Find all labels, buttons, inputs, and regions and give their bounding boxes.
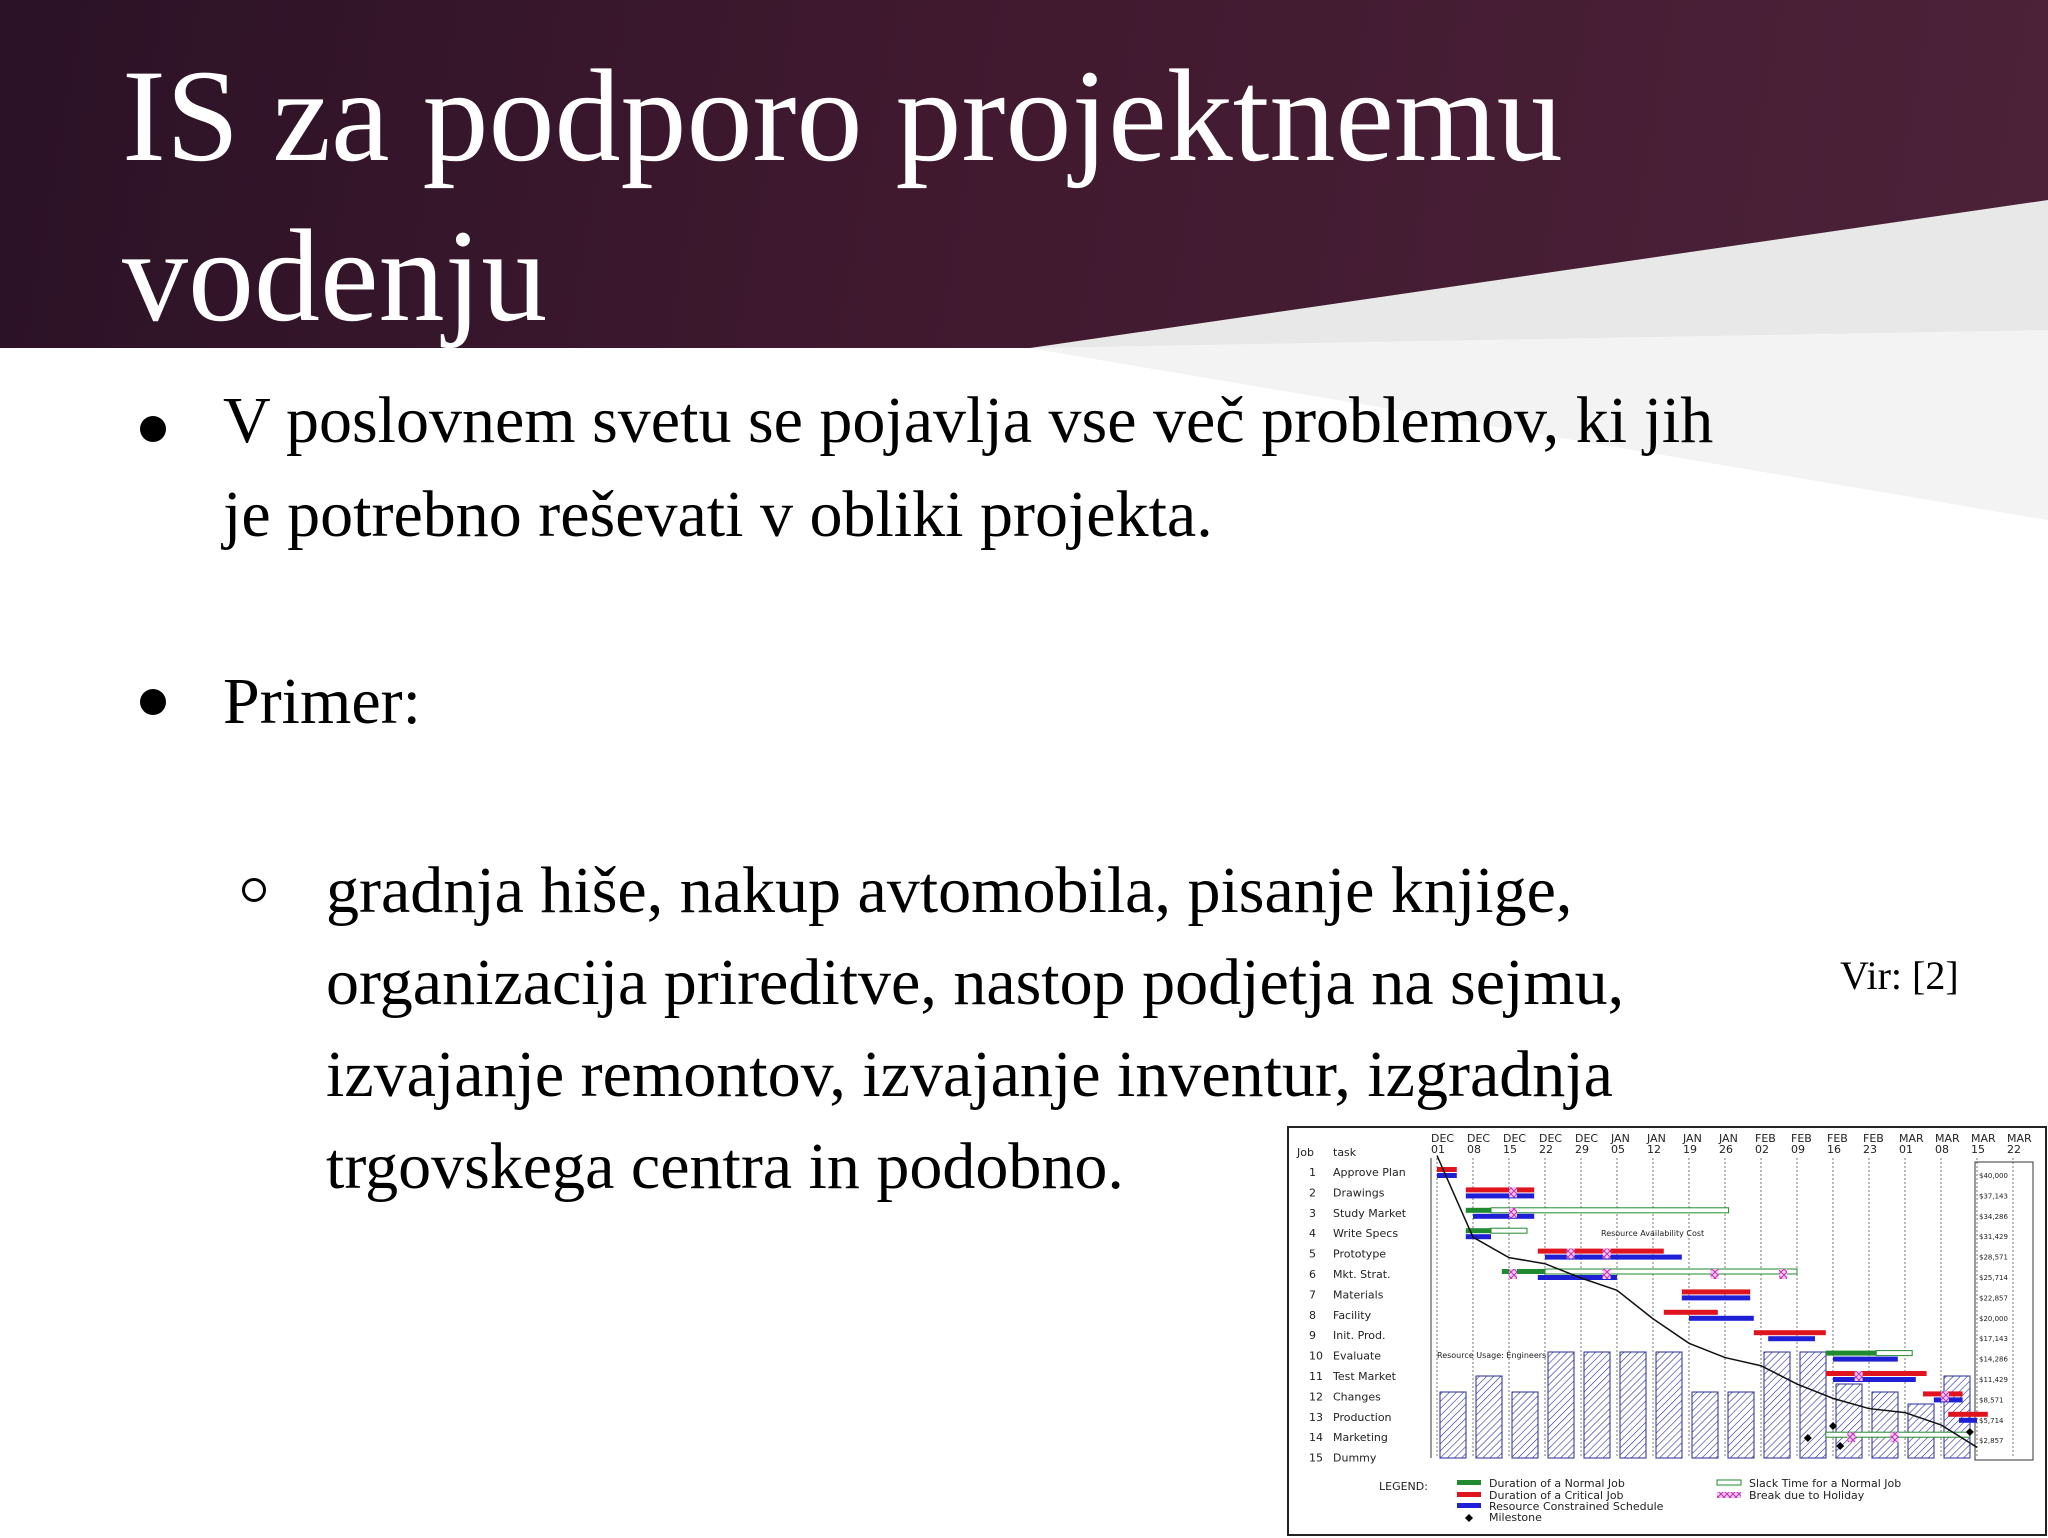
gantt-job-number: 9 xyxy=(1309,1329,1316,1343)
gantt-date-month: JAN xyxy=(1683,1132,1702,1145)
gantt-holiday-marker xyxy=(1891,1432,1899,1442)
gantt-usage-bar xyxy=(1620,1352,1646,1458)
gantt-task-name: Marketing xyxy=(1333,1431,1388,1445)
gantt-date-month: MAR xyxy=(1971,1132,1996,1145)
bullet-1-line-2: je potrebno reševati v obliki projekta. xyxy=(223,478,1213,551)
gantt-date-day: 01 xyxy=(1431,1143,1445,1156)
gantt-normal-bar xyxy=(1826,1351,1876,1356)
gantt-holiday-marker xyxy=(1509,1187,1517,1197)
source-citation: Vir: [2] xyxy=(1840,953,1959,998)
gantt-col-task: task xyxy=(1333,1146,1357,1159)
gantt-cost: $40,000 xyxy=(1979,1172,2008,1180)
gantt-legend-label: Duration of a Critical Job xyxy=(1489,1489,1624,1502)
gantt-holiday-marker xyxy=(1855,1371,1863,1381)
slide-title-line-2: vodenju xyxy=(122,202,548,349)
gantt-job-number: 5 xyxy=(1309,1247,1316,1261)
gantt-holiday-marker xyxy=(1941,1391,1949,1401)
gantt-date-month: DEC xyxy=(1539,1132,1563,1145)
gantt-date-day: 26 xyxy=(1719,1143,1733,1156)
gantt-usage-bar xyxy=(1908,1404,1934,1458)
gantt-date-month: FEB xyxy=(1755,1132,1776,1145)
gantt-usage-bar xyxy=(1728,1392,1754,1458)
gantt-usage-bar xyxy=(1872,1392,1898,1458)
gantt-legend-label: Milestone xyxy=(1489,1511,1542,1524)
gantt-date-day: 01 xyxy=(1899,1143,1913,1156)
gantt-task-name: Facility xyxy=(1333,1308,1372,1322)
gantt-normal-bar xyxy=(1466,1208,1491,1213)
gantt-date-day: 05 xyxy=(1611,1143,1625,1156)
gantt-date-day: 12 xyxy=(1647,1143,1661,1156)
gantt-cost: $34,286 xyxy=(1979,1212,2008,1221)
gantt-usage-bar xyxy=(1800,1352,1826,1458)
gantt-job-number: 1 xyxy=(1309,1166,1316,1179)
gantt-date-month: MAR xyxy=(1899,1132,1924,1145)
gantt-slack-bar xyxy=(1491,1228,1527,1233)
gantt-critical-bar xyxy=(1826,1371,1927,1376)
gantt-usage-bar xyxy=(1692,1392,1718,1458)
gantt-cost: $25,714 xyxy=(1979,1274,2008,1282)
gantt-task-name: Production xyxy=(1333,1410,1392,1424)
gantt-resource-usage-label: Resource Usage: Engineers xyxy=(1437,1351,1547,1360)
gantt-holiday-marker xyxy=(1603,1249,1611,1259)
gantt-holiday-marker xyxy=(1509,1208,1517,1218)
gantt-usage-bar xyxy=(1944,1376,1970,1458)
gantt-date-month: FEB xyxy=(1863,1132,1884,1145)
gantt-slack-bar xyxy=(1545,1269,1797,1274)
gantt-job-number: 8 xyxy=(1309,1308,1316,1322)
gantt-legend-label: Resource Constrained Schedule xyxy=(1489,1500,1664,1513)
gantt-task-name: Mkt. Strat. xyxy=(1333,1268,1391,1281)
gantt-legend-swatch xyxy=(1457,1492,1481,1497)
gantt-task-name: Init. Prod. xyxy=(1333,1329,1386,1343)
gantt-job-number: 7 xyxy=(1309,1288,1316,1302)
gantt-resource-bar xyxy=(1768,1336,1815,1341)
gantt-resource-bar xyxy=(1959,1418,1977,1423)
gantt-task-name: Test Market xyxy=(1333,1370,1396,1383)
gantt-date-month: JAN xyxy=(1719,1132,1738,1145)
gantt-date-day: 19 xyxy=(1683,1143,1697,1156)
gantt-task-name: Prototype xyxy=(1333,1247,1387,1261)
gantt-cost: $14,286 xyxy=(1979,1355,2008,1364)
gantt-legend-swatch xyxy=(1457,1480,1481,1485)
gantt-legend-label: Break due to Holiday xyxy=(1749,1489,1865,1502)
gantt-date-day: 23 xyxy=(1863,1143,1877,1156)
gantt-cost: $31,429 xyxy=(1979,1233,2008,1242)
gantt-date-day: 15 xyxy=(1971,1143,1985,1156)
bullet-1-line-1: V poslovnem svetu se pojavlja vse več problemov, ki jih xyxy=(223,384,1714,457)
gantt-task-name: Materials xyxy=(1333,1288,1384,1302)
gantt-cost: $28,571 xyxy=(1979,1253,2008,1262)
gantt-holiday-marker xyxy=(1847,1432,1855,1442)
gantt-task-name: Write Specs xyxy=(1333,1227,1399,1241)
gantt-holiday-marker xyxy=(1603,1269,1611,1279)
gantt-job-number: 15 xyxy=(1309,1451,1323,1465)
sub-bullet-line-4: trgovskega centra in podobno. xyxy=(326,1130,1124,1203)
gantt-date-month: DEC xyxy=(1467,1132,1491,1145)
gantt-critical-bar xyxy=(1664,1310,1718,1315)
gantt-slack-bar xyxy=(1876,1351,1912,1356)
gantt-usage-bar xyxy=(1764,1352,1790,1458)
gantt-date-month: JAN xyxy=(1611,1132,1630,1145)
gantt-job-number: 11 xyxy=(1309,1370,1323,1383)
gantt-date-month: FEB xyxy=(1827,1132,1848,1145)
gantt-critical-bar xyxy=(1682,1289,1750,1294)
gantt-col-job: Job xyxy=(1297,1146,1314,1159)
gantt-holiday-marker xyxy=(1509,1269,1517,1279)
gantt-usage-bar xyxy=(1476,1376,1502,1458)
gantt-cost: $5,714 xyxy=(1979,1416,2004,1425)
gantt-task-name: Changes xyxy=(1333,1390,1381,1404)
gantt-resource-bar xyxy=(1689,1316,1754,1321)
gantt-legend-swatch xyxy=(1457,1503,1481,1508)
gantt-usage-bar xyxy=(1512,1392,1538,1458)
gantt-date-day: 16 xyxy=(1827,1143,1841,1156)
gantt-resource-bar xyxy=(1473,1214,1534,1219)
bullet-dot-2 xyxy=(140,689,166,715)
gantt-task-name: Dummy xyxy=(1333,1451,1377,1465)
gantt-holiday-marker xyxy=(1779,1269,1787,1279)
gantt-legend-milestone-icon xyxy=(1465,1514,1473,1522)
gantt-resource-bar xyxy=(1466,1193,1534,1198)
sub-bullet-circle xyxy=(242,878,266,902)
gantt-legend-label: Slack Time for a Normal Job xyxy=(1749,1477,1902,1490)
gantt-legend-label: Duration of a Normal Job xyxy=(1489,1477,1625,1490)
gantt-usage-bar xyxy=(1656,1352,1682,1458)
gantt-resource-bar xyxy=(1682,1295,1750,1300)
gantt-cost: $2,857 xyxy=(1979,1437,2004,1446)
gantt-critical-bar xyxy=(1466,1187,1534,1192)
gantt-cost: $8,571 xyxy=(1979,1396,2004,1405)
gantt-date-month: JAN xyxy=(1647,1132,1666,1145)
gantt-resource-bar xyxy=(1545,1255,1682,1260)
gantt-job-number: 12 xyxy=(1309,1390,1323,1404)
gantt-holiday-marker xyxy=(1567,1249,1575,1259)
gantt-job-number: 3 xyxy=(1309,1206,1316,1220)
gantt-cost: $17,143 xyxy=(1979,1335,2008,1344)
gantt-date-month: DEC xyxy=(1575,1132,1599,1145)
gantt-date-month: FEB xyxy=(1791,1132,1812,1145)
gantt-critical-bar xyxy=(1538,1249,1664,1254)
gantt-slack-bar xyxy=(1491,1208,1729,1213)
gantt-date-day: 15 xyxy=(1503,1143,1517,1156)
gantt-critical-bar xyxy=(1754,1330,1826,1335)
gantt-critical-bar xyxy=(1437,1167,1457,1172)
gantt-resource-bar xyxy=(1833,1377,1916,1382)
gantt-date-month: MAR xyxy=(1935,1132,1960,1145)
gantt-date-month: DEC xyxy=(1503,1132,1527,1145)
gantt-resource-bar xyxy=(1466,1234,1491,1239)
bullet-dot-1 xyxy=(140,416,166,442)
sub-bullet-line-3: izvajanje remontov, izvajanje inventur, izgradnja xyxy=(326,1038,1613,1111)
gantt-legend-title: LEGEND: xyxy=(1379,1480,1428,1493)
gantt-job-number: 13 xyxy=(1309,1410,1323,1424)
gantt-cost: $22,857 xyxy=(1979,1294,2008,1303)
gantt-chart-image xyxy=(1287,1126,2047,1536)
gantt-task-name: Approve Plan xyxy=(1333,1166,1406,1179)
gantt-usage-bar xyxy=(1548,1352,1574,1458)
gantt-date-day: 08 xyxy=(1935,1143,1949,1156)
slide-title-line-1: IS za podporo projektnemu xyxy=(122,42,1563,189)
gantt-date-day: 09 xyxy=(1791,1143,1805,1156)
gantt-date-day: 08 xyxy=(1467,1143,1481,1156)
gantt-date-day: 22 xyxy=(1539,1143,1553,1156)
gantt-chart xyxy=(1289,1128,2045,1534)
bullet-2: Primer: xyxy=(223,665,421,738)
gantt-job-number: 6 xyxy=(1309,1268,1316,1281)
gantt-resource-cost-label: Resource Availability Cost xyxy=(1601,1229,1705,1238)
gantt-task-name: Evaluate xyxy=(1333,1349,1382,1363)
gantt-usage-bar xyxy=(1440,1392,1466,1458)
gantt-cost: $11,429 xyxy=(1979,1376,2008,1384)
gantt-task-name: Study Market xyxy=(1333,1206,1407,1220)
gantt-legend-swatch xyxy=(1717,1492,1741,1498)
gantt-legend-swatch xyxy=(1717,1480,1741,1485)
gantt-date-month: DEC xyxy=(1431,1132,1455,1145)
sub-bullet-line-1: gradnja hiše, nakup avtomobila, pisanje knjige, xyxy=(326,854,1573,927)
gantt-job-number: 2 xyxy=(1309,1186,1316,1200)
gantt-date-day: 22 xyxy=(2007,1143,2021,1156)
gantt-cost: $20,000 xyxy=(1979,1314,2008,1323)
sub-bullet-line-2: organizacija prireditve, nastop podjetja na sejmu, xyxy=(326,946,1625,1019)
gantt-normal-bar xyxy=(1502,1269,1545,1274)
gantt-job-number: 10 xyxy=(1309,1349,1323,1363)
gantt-date-day: 02 xyxy=(1755,1143,1769,1156)
gantt-usage-bar xyxy=(1584,1352,1610,1458)
slide-title xyxy=(122,36,1563,356)
gantt-cost: $37,143 xyxy=(1979,1192,2008,1201)
gantt-job-number: 14 xyxy=(1309,1431,1323,1445)
gantt-holiday-marker xyxy=(1711,1269,1719,1279)
gantt-date-month: MAR xyxy=(2007,1132,2032,1145)
gantt-date-day: 29 xyxy=(1575,1143,1589,1156)
gantt-job-number: 4 xyxy=(1309,1227,1316,1241)
gantt-task-name: Drawings xyxy=(1333,1186,1385,1200)
gantt-resource-bar xyxy=(1833,1357,1898,1362)
